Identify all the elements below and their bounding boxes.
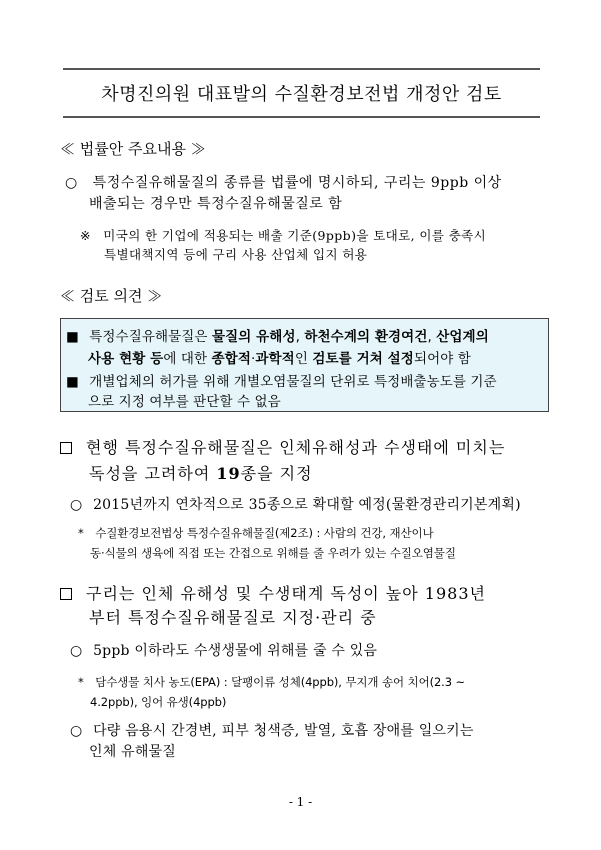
block-1-note-line-1: * 수질환경보전법상 특정수질유해물질(제2조) : 사람의 건강, 재산이나 <box>78 526 434 540</box>
asterisk-icon: * <box>78 675 84 689</box>
box-item-1-line-1: ■ 특정수질유해물질은 물질의 유해성, 하천수계의 환경여건, 산업계의 <box>66 329 489 345</box>
block-2-sub-2-line-2: 인체 유해물질 <box>89 744 176 760</box>
reference-mark-icon: ※ <box>80 228 91 243</box>
square-bullet-icon: ■ <box>66 329 79 345</box>
block-2-line-2: 부터 특정수질유해물질로 지정·관리 중 <box>89 608 377 627</box>
summary-line-1: ○ 특정수질유해물질의 종류를 법률에 명시하되, 구리는 9ppb 이상 <box>65 175 502 191</box>
circle-bullet-icon: ○ <box>70 497 83 513</box>
summary-line-2: 배출되는 경우만 특정수질유해물질로 함 <box>89 196 343 212</box>
block-2-note-line-1: * 담수생물 치사 농도(EPA) : 달팽이류 성체(4ppb), 무지개 송어 치어(2.3 ~ <box>78 675 466 689</box>
page-number: - 1 - <box>288 795 313 809</box>
box-item-2-line-1: ■ 개별업체의 허가를 위해 개별오염물질의 단위로 특정배출농도를 기준 <box>66 374 497 390</box>
square-bullet-icon: ■ <box>66 374 79 390</box>
block-1-line-2: 독성을 고려하여 19종을 지정 <box>89 464 313 483</box>
block-1-line-1: 현행 특정수질유해물질은 인체유해성과 수생태에 미치는 <box>60 435 505 458</box>
box-item-2-line-2: 으로 지정 여부를 판단할 수 없음 <box>88 394 281 410</box>
block-1-sub: ○ 2015년까지 연차적으로 35종으로 확대할 예정(물환경관리기본계획) <box>70 497 521 513</box>
block-2-sub-2-line-1: ○ 다량 음용시 간경변, 피부 청색증, 발열, 호흡 장애를 일으키는 <box>70 723 474 739</box>
block-2-sub-1: ○ 5ppb 이하라도 수생생물에 위해를 줄 수 있음 <box>70 643 378 659</box>
box-item-1-line-2: 사용 현황 등에 대한 종합적·과학적인 검토를 거쳐 설정되어야 함 <box>88 351 471 367</box>
review-opinion-box <box>60 318 549 412</box>
circle-bullet-icon: ○ <box>65 175 78 191</box>
section-heading-review: ≪ 검토 의견 ≫ <box>60 287 163 305</box>
block-2-line-1: 구리는 인체 유해성 및 수생태계 독성이 높아 1983년 <box>60 581 486 604</box>
note-line-2: 특별대책지역 등에 구리 사용 산업체 입지 허용 <box>104 247 368 262</box>
section-heading-main-content: ≪ 법률안 주요내용 ≫ <box>60 140 206 158</box>
block-1-note-line-2: 동·식물의 생육에 직접 또는 간접으로 위해를 줄 우려가 있는 수질오염물질 <box>90 546 456 560</box>
circle-bullet-icon: ○ <box>70 643 83 659</box>
block-2-note-line-2: 4.2ppb), 잉어 유생(4ppb) <box>90 695 227 709</box>
hollow-square-bullet-icon <box>60 588 72 600</box>
note-line-1: ※ 미국의 한 기업에 적용되는 배출 기준(9ppb)을 토대로, 이를 충족시 <box>80 228 487 243</box>
document-title: 차명진의원 대표발의 수질환경보전법 개정안 검토 <box>63 68 540 118</box>
circle-bullet-icon: ○ <box>70 723 83 739</box>
asterisk-icon: * <box>78 526 84 540</box>
hollow-square-bullet-icon <box>60 442 72 454</box>
